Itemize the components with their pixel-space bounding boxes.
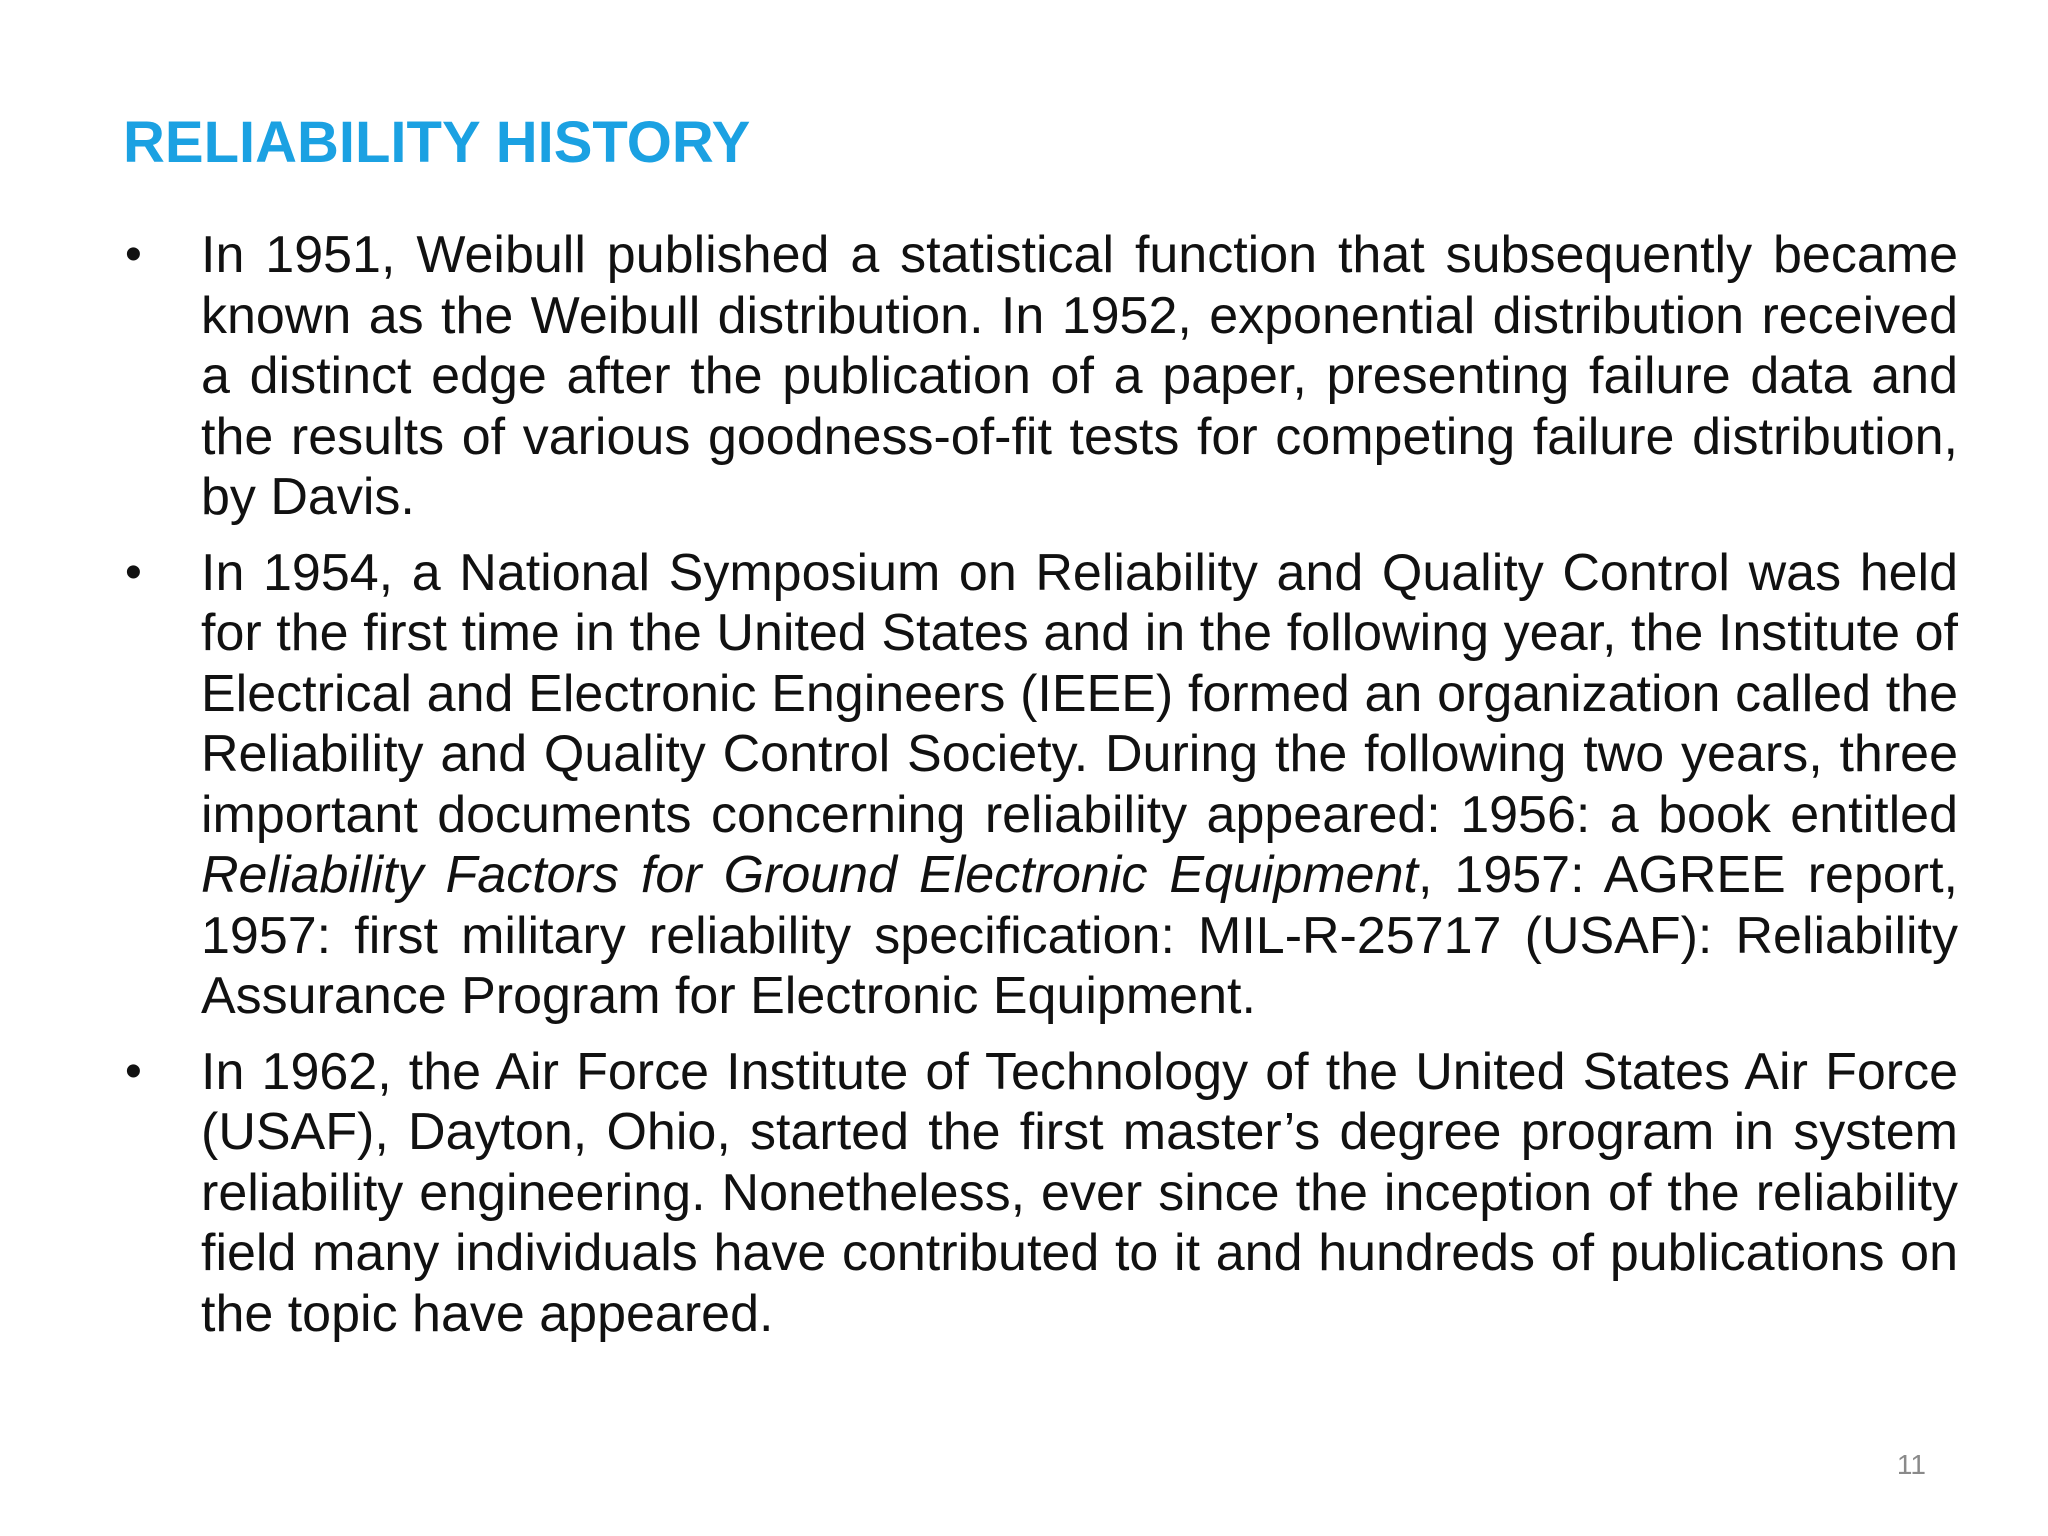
bullet-icon: •	[125, 228, 142, 281]
bullet-text-1951: In 1951, Weibull published a statistical function that subsequently became known as the Weibull distribution. In 1952, exponential distribution received a distinct edge after the publication of a paper, presenting failure data and the results of various goodness-of-fit tests for competing failure distribution, by Davis.	[201, 226, 1958, 526]
slide-title: RELIABILITY HISTORY	[123, 110, 751, 175]
bullet-list	[123, 225, 1958, 1359]
bullet-item-1954	[123, 543, 1958, 1027]
bullet-icon: •	[125, 1044, 142, 1098]
bullet-icon: •	[125, 545, 142, 599]
page-number: 11	[1896, 1449, 1926, 1480]
bullet-text-1954-part2: , 1957: AGREE report, 1957: first military reliability specification: MIL-R-25717 (USAF): Reliability Assurance Program for Electronic Equipment.	[201, 846, 1959, 1025]
bullet-text-1954-part1: In 1954, a National Symposium on Reliability and Quality Control was held for the first time in the United States and in the following year, the Institute of Electrical and Electronic Engineers (IEEE) formed an organization called the Reliability and Quality Control Society. During the following two years, three important documents concerning reliability appeared: 1956: a book entitled	[201, 543, 1958, 844]
bullet-item-1951	[123, 225, 1958, 528]
bullet-item-1962	[123, 1042, 1958, 1345]
bullet-text-1954	[201, 544, 1958, 1026]
book-title-italic: Reliability Factors for Ground Electronic Equipment	[201, 846, 1418, 904]
bullet-text-1962: In 1962, the Air Force Institute of Technology of the United States Air Force (USAF), Dayton, Ohio, started the first master’s degree program in system reliability engineering. Nonetheless, ever since the inception of the reliability field many individuals have contributed to it and hundreds of publications on the topic have appeared.	[201, 1042, 1958, 1343]
